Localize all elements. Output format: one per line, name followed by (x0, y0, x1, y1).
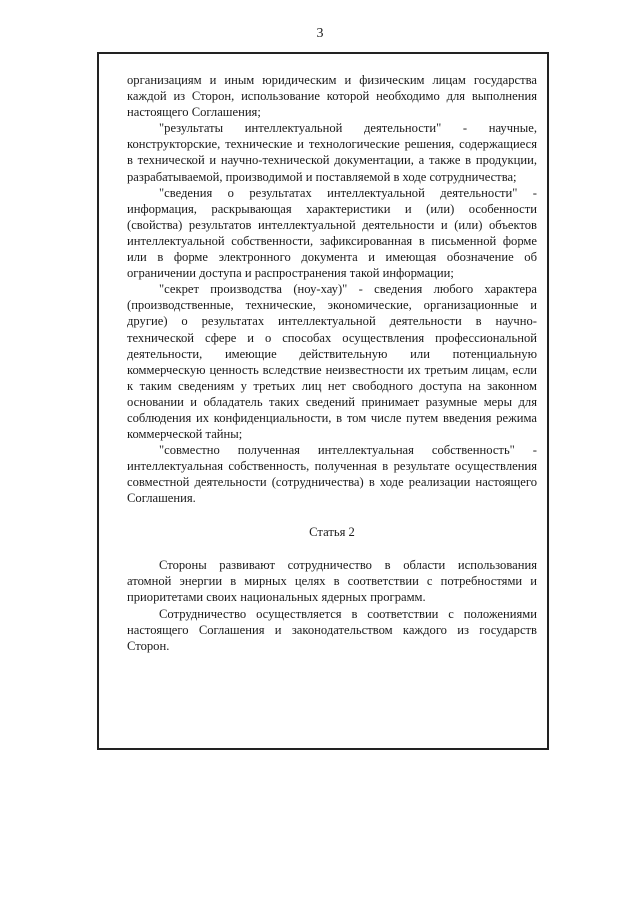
paragraph-continuation: организациям и иным юридическим и физическим лицам государства каждой из Сторон, использование которой необходимо для выполнения настоящего Соглашения; (127, 73, 537, 120)
article-paragraph: Стороны развивают сотрудничество в области использования атомной энергии в мирных целях в соответствии с потребностями и приоритетами своих национальных ядерных программ. (127, 557, 537, 604)
definition-information-on-results: "сведения о результатах интеллектуальной деятельности" - информация, раскрывающая характеристики и (или) особенности (свойства) результатов интеллектуальной деятельности и (или) объектов интеллектуальной собственности, зафиксированная в письменной форме или в форме электронного документа и имеющая обозначение об ограничении доступа и распространения такой информации; (127, 185, 537, 281)
definition-intellectual-results: "результаты интеллектуальной деятельности" - научные, конструкторские, технические и технологические решения, содержащиеся в технической и научно-технической документации, а также в продукции, разрабатываемой, производимой и поставляемой в ходе сотрудничества; (127, 121, 537, 184)
article-heading: Статья 2 (309, 524, 355, 539)
page-number: 3 (316, 26, 324, 41)
definition-know-how: "секрет производства (ноу-хау)" - сведения любого характера (производственные, технические, экономические, организационные и другие) о результатах интеллектуальной деятельности в научно-технической сфере и о способах осуществления профессиональной деятельности, имеющие действительную или потенциальную коммерческую ценность вследствие неизвестности их третьим лицам, если к таким сведениям у третьих лиц нет свободного доступа на законном основании и обладатель таких сведений принимает разумные меры для соблюдения их конфиденциальности, в том числе путем введения режима коммерческой тайны; (127, 282, 537, 442)
document-body (127, 72, 537, 654)
article-paragraph: Сотрудничество осуществляется в соответствии с положениями настоящего Соглашения и законодательством каждого из государств Сторон. (127, 606, 537, 654)
definition-joint-property: "совместно полученная интеллектуальная собственность" - интеллектуальная собственность, полученная в результате осуществления совместной деятельности (сотрудничества) в ходе реализации настоящего Соглашения. (127, 443, 537, 506)
